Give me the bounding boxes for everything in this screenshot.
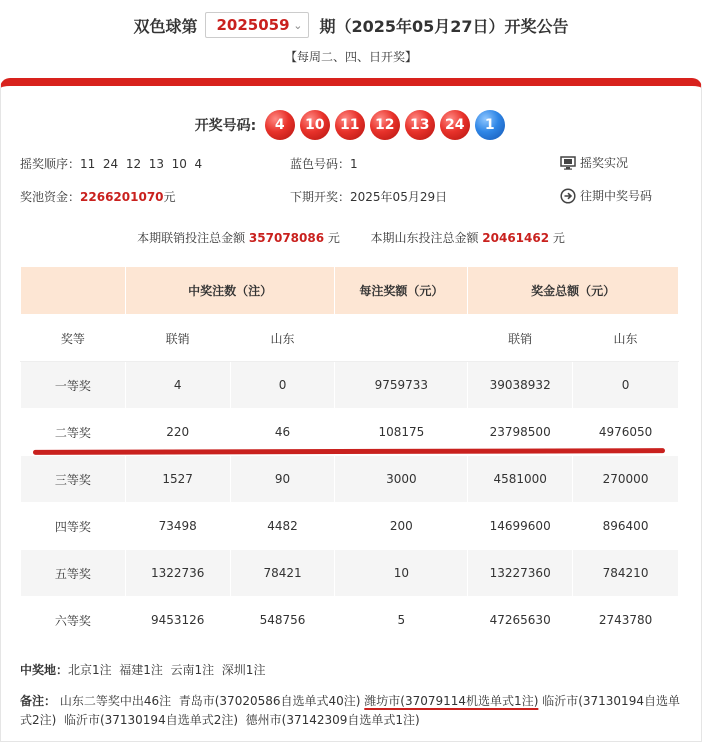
table-cell: 270000 [573,456,679,503]
table-cell: 9453126 [125,597,230,644]
circle-arrow-icon [560,188,576,204]
table-cell: 1527 [125,456,230,503]
red-ball: 24 [440,110,470,140]
jackpot-pool-unit: 元 [163,190,176,204]
table-cell: 五等奖 [21,550,126,597]
table-row [21,503,679,550]
table-cell: 二等奖 [21,409,126,456]
table-cell: 78421 [230,550,335,597]
table-cell: 90 [230,456,335,503]
red-ball: 12 [370,110,400,140]
table-cell: 2743780 [573,597,679,644]
blue-number-label: 蓝色号码： [290,157,351,171]
shandong-sales-unit: 元 [552,231,565,245]
remarks-highlight: 潍坊市(37079114机选单式1注) [364,694,539,708]
page-header [0,0,702,80]
draw-schedule: 【每周二、四、日开奖】 [284,50,417,64]
table-cell: 4581000 [468,456,573,503]
table-header-cell: 中奖注数（注） [125,267,335,315]
next-draw-value: 2025年05月29日 [350,190,448,204]
table-cell: 200 [335,503,468,550]
jackpot-pool-value: 2266201070 [80,190,164,204]
winner-locations [20,661,265,678]
history-link[interactable] [560,187,652,204]
table-cell: 548756 [230,597,335,644]
sales-totals [0,229,702,246]
jackpot-pool-label: 奖池资金： [20,190,81,204]
table-row [21,456,679,503]
table-cell: 3000 [335,456,468,503]
table-header-cell [335,315,468,362]
table-cell: 0 [230,362,335,409]
table-sub-header [21,315,679,362]
table-cell: 46 [230,409,335,456]
table-cell: 73498 [125,503,230,550]
table-header-cell: 联销 [468,315,573,362]
history-link-label: 往期中奖号码 [580,189,653,203]
title-suffix: 期（2025年05月27日）开奖公告 [319,16,569,36]
table-cell: 108175 [335,409,468,456]
next-draw [290,188,447,205]
red-ball: 10 [300,110,330,140]
table-cell: 5 [335,597,468,644]
remarks-text: 临沂市(37130194自选单式2注) 临沂市(37130194自选单式2注) 德州市(37142309自选单式1注) [20,694,680,727]
table-header-cell: 山东 [573,315,679,362]
draw-order-value: 11 24 12 13 10 4 [80,157,203,171]
table-cell: 1322736 [125,550,230,597]
shandong-sales-label: 本期山东投注总金额 [370,231,479,245]
draw-live-link-label: 摇奖实况 [580,156,629,170]
table-cell: 三等奖 [21,456,126,503]
table-cell: 一等奖 [21,362,126,409]
table-cell: 4482 [230,503,335,550]
issue-select[interactable] [205,12,309,38]
draw-live-link[interactable] [560,154,628,171]
remarks [20,692,682,730]
table-cell: 0 [573,362,679,409]
red-ball: 13 [405,110,435,140]
table-cell: 13227360 [468,550,573,597]
union-sales-label: 本期联销投注总金额 [137,231,246,245]
table-cell: 23798500 [468,409,573,456]
prize-table [20,266,679,644]
issue-value: 2025059 [216,16,290,34]
union-sales-value: 357078086 [248,231,325,245]
table-cell: 9759733 [335,362,468,409]
table-cell: 4976050 [573,409,679,456]
page-title [0,12,702,38]
table-cell: 784210 [573,550,679,597]
table-header-cell: 联销 [125,315,230,362]
table-cell: 220 [125,409,230,456]
next-draw-label: 下期开奖： [290,190,351,204]
table-cell: 4 [125,362,230,409]
table-header-cell [21,267,126,315]
table-cell: 14699600 [468,503,573,550]
table-cell: 六等奖 [21,597,126,644]
table-header-cell: 每注奖额（元） [335,267,468,315]
blue-ball: 1 [475,110,505,140]
shandong-sales-value: 20461462 [482,231,550,245]
winner-locations-value: 北京1注 福建1注 云南1注 深圳1注 [68,663,266,677]
table-cell: 47265630 [468,597,573,644]
draw-order [20,155,202,172]
table-row [21,362,679,409]
red-ball: 4 [265,110,295,140]
winning-numbers [0,110,702,140]
red-ball: 11 [335,110,365,140]
table-cell: 896400 [573,503,679,550]
table-cell: 10 [335,550,468,597]
blue-number [290,155,358,172]
winner-locations-label: 中奖地： [20,663,69,677]
table-cell: 四等奖 [21,503,126,550]
title-prefix: 双色球第 [133,16,198,36]
winning-numbers-label: 开奖号码: [194,118,257,134]
table-group-header [21,267,679,315]
chevron-down-icon: ⌄ [293,18,303,32]
blue-number-value: 1 [350,157,358,171]
table-cell: 39038932 [468,362,573,409]
table-header-cell: 山东 [230,315,335,362]
monitor-icon [560,156,576,170]
table-header-cell: 奖等 [21,315,126,362]
table-row [21,550,679,597]
table-row [21,597,679,644]
jackpot-pool [20,188,176,205]
table-header-cell: 奖金总额（元） [468,267,679,315]
remarks-label: 备注： [20,694,57,708]
union-sales-unit: 元 [327,231,340,245]
draw-order-label: 摇奖顺序： [20,157,81,171]
remarks-text: 山东二等奖中出46注 青岛市(37020586自选单式40注) [59,694,361,708]
